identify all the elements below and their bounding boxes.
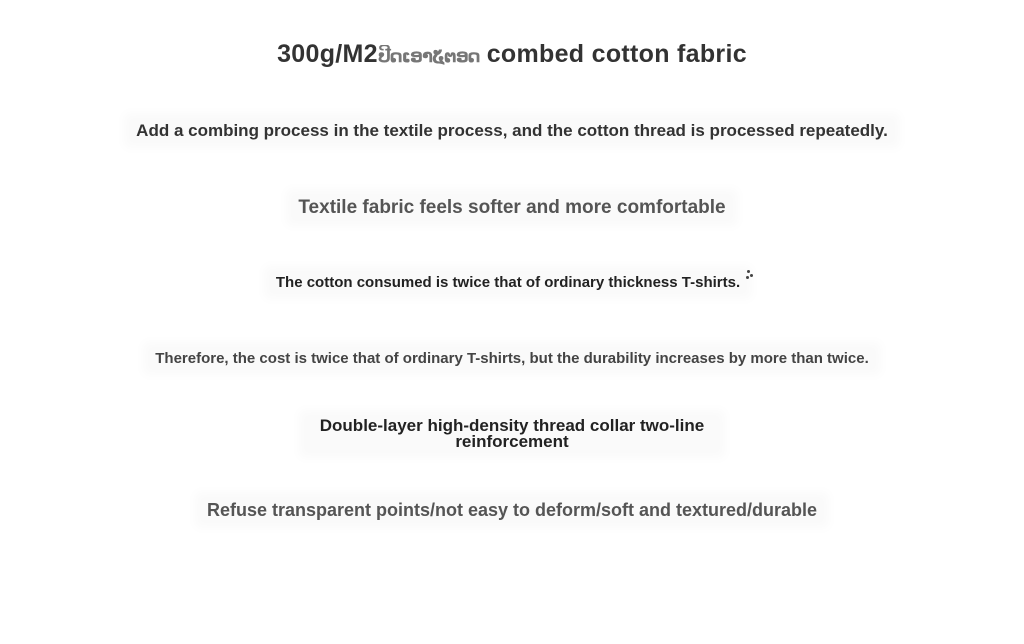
sparkle-icon bbox=[744, 274, 752, 282]
title-prefix: 300g/M2 bbox=[277, 40, 378, 68]
collar-reinforcement-line bbox=[0, 418, 1024, 450]
combing-process-text: Add a combing process in the textile process, and the cotton thread is processed repeatedly. bbox=[132, 121, 892, 140]
features-line bbox=[0, 500, 1024, 521]
collar-reinforcement-text: Double-layer high-density thread collar two-line reinforcement bbox=[307, 418, 717, 450]
cotton-consumed-line bbox=[0, 274, 1024, 291]
cost-durability-line bbox=[0, 350, 1024, 367]
cost-durability-text: Therefore, the cost is twice that of ordinary T-shirts, but the durability increases by more than twice. bbox=[151, 350, 873, 367]
combing-process-line bbox=[0, 121, 1024, 141]
page-title bbox=[0, 40, 1024, 69]
features-text: Refuse transparent points/not easy to deform/soft and textured/durable bbox=[203, 500, 821, 520]
softer-fabric-line bbox=[0, 197, 1024, 219]
title-garbled-text: ປີດເອາ໕ຕອດ bbox=[377, 46, 480, 66]
softer-fabric-text: Textile fabric feels softer and more comfortable bbox=[294, 197, 729, 218]
cotton-consumed-text: The cotton consumed is twice that of ordinary thickness T-shirts. bbox=[272, 274, 744, 291]
title-suffix: combed cotton fabric bbox=[486, 40, 747, 68]
